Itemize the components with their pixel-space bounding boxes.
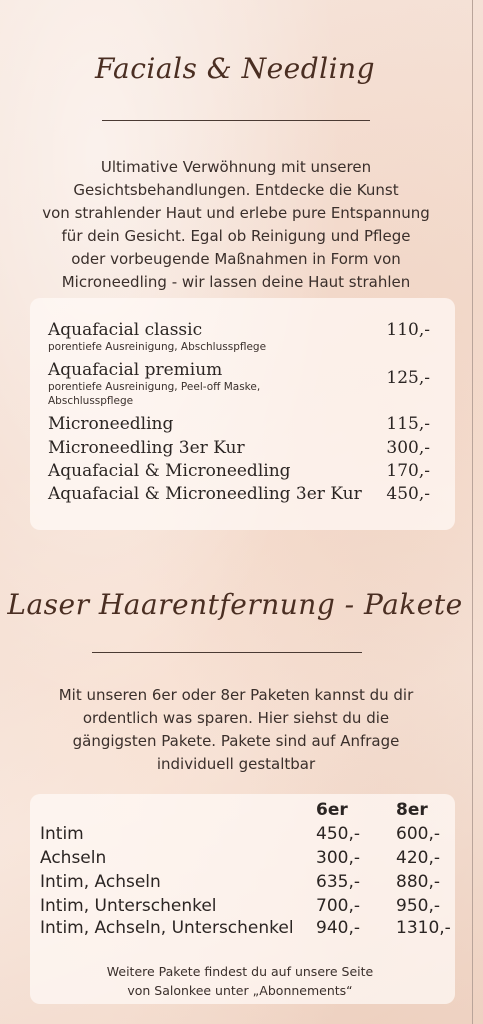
price-row-aquafacial-premium — [48, 360, 438, 408]
package-price-8er: 880,- — [396, 872, 440, 892]
package-row — [40, 848, 460, 868]
laser-intro-line: individuell gestaltbar — [156, 755, 316, 773]
price-row-aquafacial-classic — [48, 320, 438, 354]
package-price-8er: 950,- — [396, 896, 440, 916]
facials-title: Facials & Needling — [94, 52, 376, 85]
facials-intro-line: für dein Gesicht. Egal ob Reinigung und Pflege — [61, 227, 411, 245]
service-description: Abschlusspflege — [48, 395, 134, 407]
service-name: Aquafacial premium — [48, 360, 223, 380]
column-6er: 6er — [316, 800, 348, 820]
service-price: 125,- — [386, 368, 430, 388]
package-price-6er: 635,- — [316, 872, 360, 892]
package-row — [40, 918, 460, 938]
package-area: Intim, Unterschenkel — [40, 896, 217, 916]
package-price-6er: 450,- — [316, 824, 360, 844]
service-name: Microneedling — [48, 414, 174, 434]
laser-intro-line: ordentlich was sparen. Hier siehst du die — [82, 709, 390, 727]
facials-intro-line: oder vorbeugende Maßnahmen in Form von — [71, 250, 401, 268]
package-area: Intim, Achseln, Unterschenkel — [40, 918, 294, 938]
packages-footnote — [40, 962, 440, 1000]
facials-title-rule — [102, 120, 370, 121]
package-row — [40, 824, 460, 844]
facials-intro-line: Microneedling - wir lassen deine Haut strahlen — [61, 273, 411, 291]
package-price-6er: 300,- — [316, 848, 360, 868]
laser-title-rule — [92, 652, 362, 653]
package-area: Intim, Achseln — [40, 872, 161, 892]
service-name: Aquafacial classic — [48, 320, 203, 340]
package-price-8er: 600,- — [396, 824, 440, 844]
facials-intro-line: Ultimative Verwöhnung mit unseren — [100, 158, 372, 176]
package-price-6er: 940,- — [316, 918, 360, 938]
package-area: Intim — [40, 824, 84, 844]
service-description: porentiefe Ausreinigung, Peel-off Maske, — [48, 381, 261, 393]
facials-intro-line: von strahlender Haut und erlebe pure Entspannung — [42, 204, 430, 222]
laser-intro — [20, 684, 452, 776]
package-price-8er: 1310,- — [396, 918, 451, 938]
service-price: 115,- — [386, 414, 430, 434]
service-price: 450,- — [386, 484, 430, 504]
laser-intro-line: Mit unseren 6er oder 8er Paketen kannst du dir — [58, 686, 414, 704]
package-row — [40, 872, 460, 892]
footnote-line: Weitere Pakete findest du auf unsere Seite — [106, 964, 374, 979]
service-name: Aquafacial & Microneedling 3er Kur — [48, 484, 362, 504]
package-price-8er: 420,- — [396, 848, 440, 868]
facials-intro-line: Gesichtsbehandlungen. Entdecke die Kunst — [73, 181, 399, 199]
package-row — [40, 896, 460, 916]
service-name: Aquafacial & Microneedling — [48, 461, 291, 481]
laser-intro-line: gängigsten Pakete. Pakete sind auf Anfrage — [72, 732, 400, 750]
price-row-aquafacial-microneedling-3er — [48, 484, 438, 504]
facials-intro — [20, 156, 452, 294]
package-price-6er: 700,- — [316, 896, 360, 916]
service-price: 170,- — [386, 461, 430, 481]
price-row-microneedling — [48, 414, 438, 434]
price-row-aquafacial-microneedling — [48, 461, 438, 481]
column-8er: 8er — [396, 800, 428, 820]
package-area: Achseln — [40, 848, 107, 868]
service-name: Microneedling 3er Kur — [48, 438, 245, 458]
service-description: porentiefe Ausreinigung, Abschlusspflege — [48, 341, 267, 353]
footnote-line: von Salonkee unter „Abonnements“ — [127, 983, 353, 998]
price-row-microneedling-3er — [48, 438, 438, 458]
service-price: 110,- — [386, 320, 430, 340]
page-edge-divider — [472, 0, 473, 1024]
laser-title: Laser Haarentfernung - Pakete — [7, 588, 463, 621]
service-price: 300,- — [386, 438, 430, 458]
